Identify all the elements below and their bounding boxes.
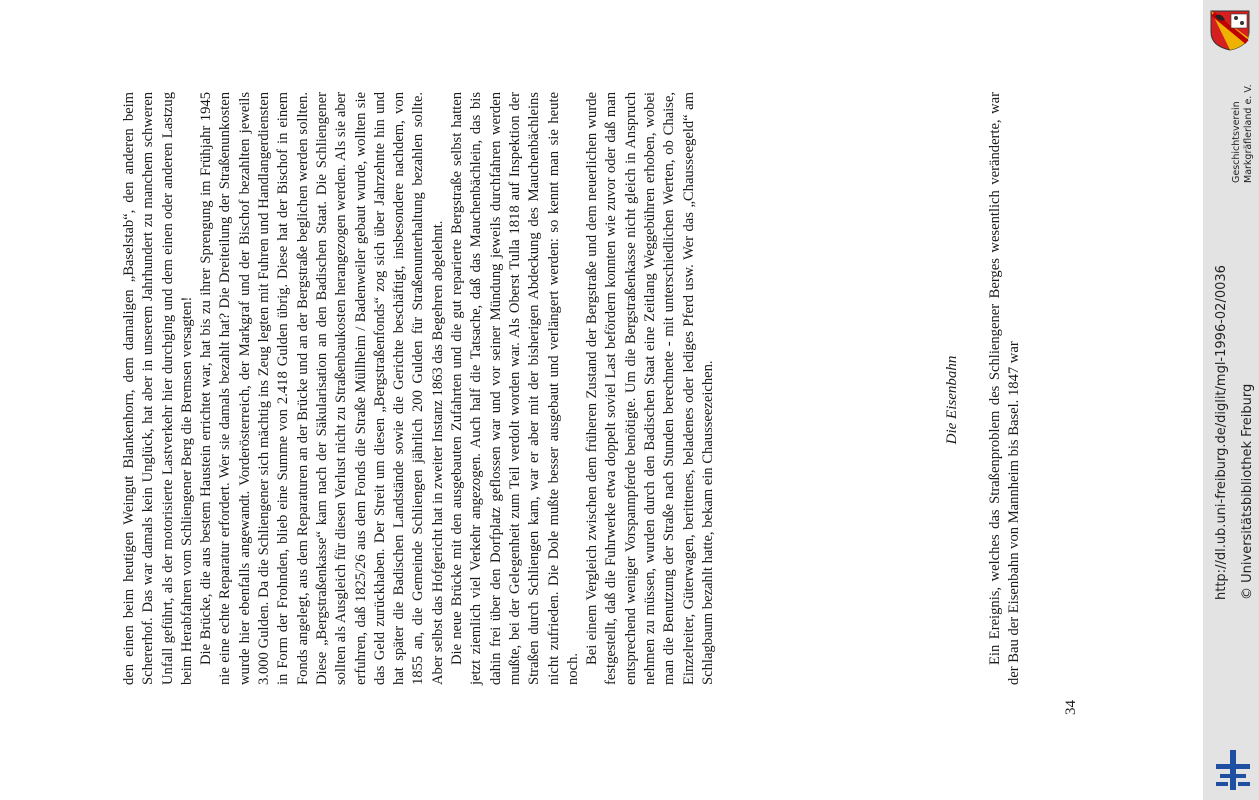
society-name-line2: Markgräflerland e. V. [1243, 84, 1254, 183]
paragraph: Ein Ereignis, welches das Straßenproblem des Schliengener Berges wesentlich veränderte, war der Bau der Eisenbahn von Mannheim bis Basel. 1847 war [987, 92, 1023, 685]
paragraph: den einen beim heutigen Weingut Blankenhorn, dem damaligen „Baselstab“, den anderen beim Schererhof. Das war damals kein Unglück, hat aber in unserem Jahrhundert zu manchem schweren Unfall geführt, als der motorisierte Lastverkehr hier durchging und dem einen oder anderen Lastzug beim Herabfahren vom Schliengener Berg die Bremsen versagten! [121, 92, 195, 685]
ub-freiburg-logo-icon [1212, 748, 1254, 792]
paragraph: Die Brücke, die aus bestem Haustein errichtet war, hat bis zu ihrer Sprengung im Frühjahr 1945 nie eine echte Reparatur erfordert. Wer sie damals bezahlt hat? Die Dreiteilung der Straßenunkosten wurde hier ebenfalls angewandt. Vorderösterreich, der Markgraf und der Bischof bezahlten jeweils 3.000 Gulden. Da die Schliengener sich mächtig ins Zeug legten mit Fuhren und Handlangerdiensten in Form der Frohnden, blieb eine Summe von 2.418 Gulden übrig. Diese hat der Bischof in einem Fonds angelegt, aus dem Reparaturen an der Brücke und an der Bergstraße beglichen werden sollten. Diese „Bergstraßenkasse“ kam nach der Säkularisation an den Badischen Staat. Die Schliengener sollten als Ausgleich für diesen Verlust nicht zu Straßenbaukosten herangezogen werden. Als sie aber erfuhren, daß 1825/26 aus dem Fonds die Straße Müllheim / Badenweiler gebaut wurde, wollten sie das Geld zurückhaben. Der Streit um diesen „Bergstraßenfonds“ zog sich über Jahrzehnte hin und hat später die Badischen Landstände sowie die Gerichte beschäftigt, insbesondere nachdem, von 1855 an, die Gemeinde Schliengen jährlich 200 Gulden für Straßenunterhaltung bezahlen sollte. Aber selbst das Hofgericht hat in zweiter Instanz 1863 das Begehren abgelehnt. [198, 92, 446, 685]
text-block-bottom [986, 92, 1025, 685]
document-page [118, 0, 1203, 800]
page-number: 34 [1063, 700, 1079, 715]
section-heading: Die Eisenbahn [944, 355, 960, 445]
paragraph: Bei einem Vergleich zwischen dem früheren Zustand der Bergstraße und dem neuerlichen wurde festgestellt, daß die Fuhrwerke etwa doppelt soviel Last befördern konnten wie zuvor oder daß man entsprechend weniger Vorspannpferde benötigte. Um die Bergstraßenkasse nicht gleich in Anspruch nehmen zu müssen, wurden durch den Badischen Staat eine Zeitlang Weggebühren erhoben, wobei man die Benutzung der Straße nach Stunden berechnete - mit unterschiedlichen Werten, ob Chaise, Einzelreiter, Güterwagen, berittenes, beladenes oder lediges Pferd usw. Wer das „Chausseegeld“ am Schlagbaum bezahlt hatte, bekam ein Chausseezeichen. [584, 92, 716, 685]
coat-of-arms-icon [1207, 8, 1253, 52]
text-block-top [120, 92, 718, 685]
society-name-line1: Geschichtsverein [1231, 101, 1242, 183]
rotated-page-content [118, 0, 1203, 800]
paragraph: Die neue Brücke mit den ausgebauten Zufahrten und die gut reparierte Bergstraße selbst hatten jetzt ziemlich viel Verkehr angezogen. Auch half die Tatsache, daß das Mauchenbächlein, das bis dahin frei über den Dorfplatz geflossen war und vor seiner Mündung jeweils durchfahren werden mußte, bei der Gelegenheit zum Teil verdolt worden war. Als Oberst Tulla 1818 auf Inspektion der Straßen durch Schliengen kam, war er aber mit der bisherigen Abdeckung des Mauchenbächleins nicht zufrieden. Die Dole mußte besser ausgebaut und verlängert werden: so kennt man sie heute noch. [449, 92, 581, 685]
copyright-text: © Universitätsbibliothek Freiburg [1240, 383, 1255, 600]
permalink-url[interactable]: http://dl.ub.uni-freiburg.de/diglit/mgl-1996-02/0036 [1214, 265, 1229, 600]
